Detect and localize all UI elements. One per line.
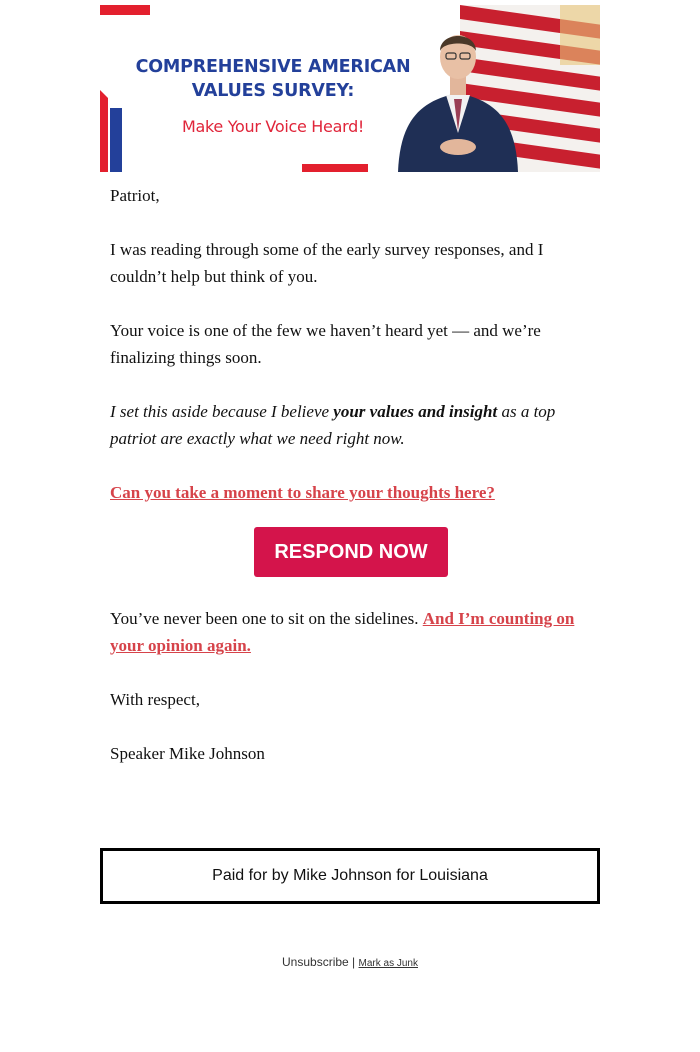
paid-for-disclaimer: Paid for by Mike Johnson for Louisiana — [100, 848, 600, 904]
paragraph-3-end: as a top patriot are exactly what we need right now. — [110, 402, 556, 448]
banner-subtitle: Make Your Voice Heard! — [181, 117, 365, 136]
speaker-photo — [388, 13, 528, 172]
unsubscribe-link[interactable]: Unsubscribe — [282, 955, 349, 969]
closing: With respect, — [110, 690, 200, 709]
paragraph-4 — [110, 605, 592, 659]
share-thoughts-link[interactable]: Can you take a moment to share your thoughts here? — [110, 483, 495, 502]
respond-now-button[interactable]: RESPOND NOW — [254, 527, 448, 577]
survey-banner[interactable] — [100, 5, 600, 172]
banner-title-line2: VALUES SURVEY: — [191, 81, 355, 101]
paragraph-2: Your voice is one of the few we haven’t heard yet — and we’re finalizing things soon. — [110, 321, 541, 367]
signature: Speaker Mike Johnson — [110, 744, 265, 763]
cta-paragraph — [110, 479, 592, 506]
footer-separator: | — [348, 955, 359, 969]
paragraph-3-start: I set this aside because I believe — [110, 402, 334, 421]
button-row — [110, 527, 592, 577]
email-footer — [0, 955, 700, 969]
paragraph-4-start: You’ve never been one to sit on the sidelines. — [110, 609, 423, 628]
greeting: Patriot, — [110, 186, 160, 205]
banner-red-stripe-top — [100, 5, 150, 15]
banner-title — [130, 55, 416, 103]
banner-red-stripe-bottom — [302, 164, 368, 172]
paragraph-3 — [110, 398, 592, 452]
counting-on-you-link[interactable]: And I’m counting on your opinion again. — [110, 609, 575, 655]
banner-flag-decoration-left — [100, 90, 126, 172]
banner-title-line1: COMPREHENSIVE AMERICAN — [135, 57, 411, 77]
paragraph-1: I was reading through some of the early survey responses, and I couldn’t help but think of you. — [110, 240, 544, 286]
mark-as-junk-link[interactable]: Mark as Junk — [358, 958, 418, 969]
paragraph-3-emphasis: your values and insight — [333, 402, 498, 421]
letter-body — [110, 182, 592, 794]
